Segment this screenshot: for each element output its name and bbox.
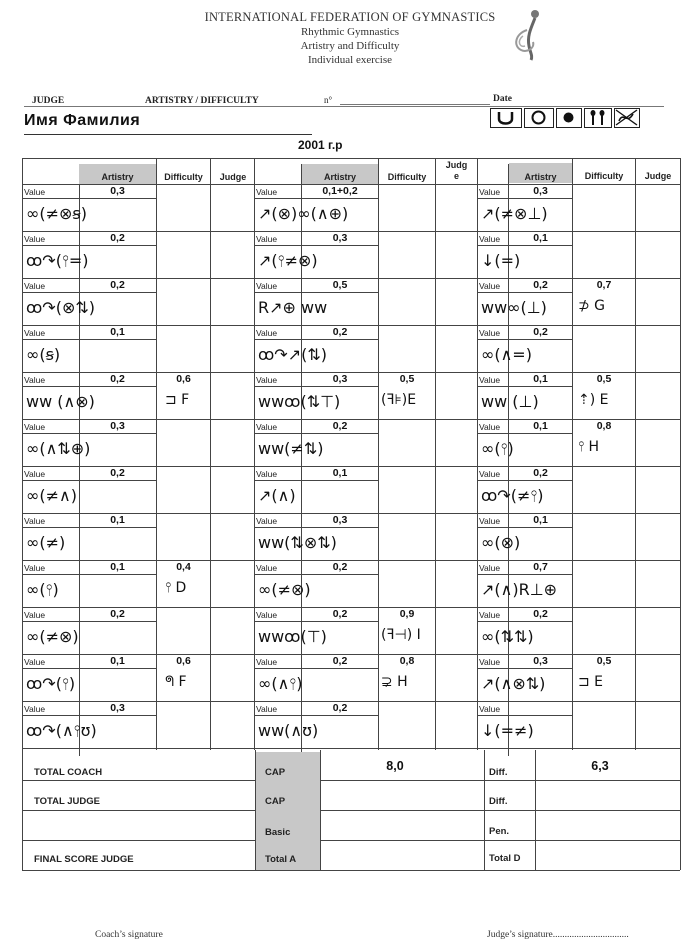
element-symbol: wwꝏ(⇅⊤) bbox=[258, 392, 341, 411]
element-symbol: ∞(≠⊗ꞩ) bbox=[26, 204, 87, 223]
grid-value-line bbox=[22, 339, 156, 340]
birth-year[interactable]: 2001 г.р bbox=[298, 138, 343, 152]
element-symbol: ∞(⇅⇅) bbox=[481, 627, 534, 646]
value-label: Value bbox=[24, 469, 46, 479]
value-label: Value bbox=[256, 234, 278, 244]
difficulty-value[interactable]: 0,8 bbox=[596, 420, 612, 432]
element-symbol: ꝏ↷(⊗⇅) bbox=[26, 298, 95, 317]
totals-vertical-line bbox=[680, 750, 681, 870]
value-label: Value bbox=[479, 469, 501, 479]
value-label: Value bbox=[479, 610, 501, 620]
artistry-value[interactable]: 0,3 bbox=[332, 232, 348, 244]
judge-signature-label: Judge’s signature................................ bbox=[487, 930, 629, 940]
grid-value-line bbox=[254, 527, 378, 528]
grid-value-line bbox=[22, 715, 156, 716]
value-label: Value bbox=[256, 469, 278, 479]
value-label: Value bbox=[479, 281, 501, 291]
difficulty-value[interactable]: 0,7 bbox=[596, 279, 612, 291]
difficulty-value[interactable]: 0,5 bbox=[596, 373, 612, 385]
element-symbol: ↗(∧)R⊥⊕ bbox=[481, 580, 558, 599]
grid-value-line bbox=[22, 621, 156, 622]
grid-value-line bbox=[477, 574, 572, 575]
value-label: Value bbox=[256, 516, 278, 526]
element-symbol: ∞(∧⇅⊕) bbox=[26, 439, 91, 458]
artistry-value[interactable]: 0,2 bbox=[110, 279, 125, 291]
value-label: Value bbox=[256, 328, 278, 338]
value-label: Value bbox=[479, 375, 501, 385]
element-symbol: ∞(ꞩ) bbox=[26, 345, 61, 364]
artistry-value[interactable]: 0,5 bbox=[332, 279, 348, 291]
grid-vertical-line bbox=[635, 158, 636, 750]
difficulty-value[interactable]: 0,6 bbox=[176, 655, 191, 667]
element-symbol: ↗(≠⊗⊥) bbox=[481, 204, 548, 223]
grid-vertical-line bbox=[435, 158, 436, 750]
artistry-value[interactable]: 0,2 bbox=[533, 467, 548, 479]
date-label: Date bbox=[493, 94, 512, 104]
value-label: Value bbox=[479, 422, 501, 432]
grid-value-line bbox=[254, 198, 378, 199]
ball-icon[interactable] bbox=[556, 108, 582, 128]
value-label: Value bbox=[24, 610, 46, 620]
value-label: Value bbox=[24, 328, 46, 338]
grid-value-line bbox=[22, 386, 156, 387]
grid-vertical-line bbox=[254, 158, 255, 750]
grid-top-line bbox=[22, 158, 680, 159]
element-symbol: ↗(∧) bbox=[258, 486, 296, 505]
element-symbol: ww (∧⊗) bbox=[26, 392, 95, 411]
artistry-value[interactable]: 0,2 bbox=[332, 326, 348, 338]
grid-value-line bbox=[22, 668, 156, 669]
difficulty-symbol: ⫯ H bbox=[578, 439, 600, 455]
col1-artistry-header: Artistry bbox=[101, 172, 134, 182]
difficulty-symbol: ⊐ F bbox=[165, 392, 190, 408]
difficulty-value[interactable]: 0,8 bbox=[399, 655, 415, 667]
artistry-value[interactable]: 0,2 bbox=[533, 279, 548, 291]
element-symbol: ∞(≠∧) bbox=[26, 486, 77, 505]
artistry-value[interactable]: 0,1 bbox=[332, 467, 348, 479]
cap-judge-label: CAP bbox=[265, 796, 286, 807]
value-label: Value bbox=[24, 704, 46, 714]
penalty-label: Pen. bbox=[489, 826, 510, 837]
grid-value-line bbox=[254, 386, 378, 387]
col1-difficulty-header: Difficulty bbox=[164, 172, 203, 182]
cap-value[interactable]: 8,0 bbox=[386, 759, 404, 773]
element-symbol: ∞(≠⊗) bbox=[258, 580, 311, 599]
artistry-value[interactable]: 0,3 bbox=[533, 655, 548, 667]
grid-value-line bbox=[22, 245, 156, 246]
difficulty-symbol: ⫯ D bbox=[165, 580, 187, 596]
difficulty-symbol: (ꟻ⊧)E bbox=[381, 392, 417, 408]
element-symbol: ww (⊥) bbox=[481, 392, 539, 411]
totals-row-line bbox=[22, 840, 680, 841]
judge-label: JUDGE bbox=[32, 96, 65, 106]
coach-signature-label: Coach’s signature bbox=[95, 930, 163, 940]
artistry-value[interactable]: 0,2 bbox=[332, 420, 348, 432]
artistry-value[interactable]: 0,2 bbox=[533, 608, 548, 620]
element-symbol: ww(≠⇅) bbox=[258, 439, 324, 458]
grid-value-line bbox=[477, 621, 572, 622]
difficulty-symbol: ⊐ E bbox=[578, 674, 604, 690]
difficulty-value[interactable]: 0,9 bbox=[399, 608, 415, 620]
grid-vertical-line bbox=[477, 158, 478, 750]
element-symbol: ∞(⫯) bbox=[26, 580, 59, 599]
value-label: Value bbox=[256, 422, 278, 432]
artistry-value[interactable]: 0,2 bbox=[110, 373, 125, 385]
value-label: Value bbox=[479, 187, 501, 197]
final-score-judge-label: FINAL SCORE JUDGE bbox=[34, 854, 134, 865]
artistry-value[interactable]: 0,1 bbox=[110, 326, 125, 338]
difficulty-value[interactable]: 0,6 bbox=[176, 373, 191, 385]
grid-value-line bbox=[254, 480, 378, 481]
element-symbol: ∞(≠) bbox=[26, 533, 66, 552]
artistry-value[interactable]: 0,2 bbox=[332, 608, 348, 620]
difficulty-symbol: ⊋ H bbox=[381, 674, 408, 690]
value-label: Value bbox=[479, 657, 501, 667]
value-label: Value bbox=[24, 422, 46, 432]
col2-difficulty-header: Difficulty bbox=[387, 172, 427, 182]
grid-value-line bbox=[254, 574, 378, 575]
value-label: Value bbox=[479, 516, 501, 526]
totals-row-line bbox=[22, 780, 680, 781]
grid-value-line bbox=[477, 386, 572, 387]
totals-bottom-line bbox=[22, 870, 680, 871]
diff-value[interactable]: 6,3 bbox=[591, 759, 609, 773]
element-symbol: ↗(∧⊗⇅) bbox=[481, 674, 546, 693]
element-symbol: ↓(=) bbox=[481, 251, 521, 270]
name-underline bbox=[24, 134, 312, 135]
element-symbol: ꝏ↷(⫯) bbox=[26, 674, 76, 693]
rope-icon[interactable] bbox=[490, 108, 522, 128]
total-coach-label: TOTAL COACH bbox=[34, 767, 103, 778]
artistry-value[interactable]: 0,7 bbox=[533, 561, 548, 573]
element-symbol: R↗⊕ ww bbox=[258, 298, 328, 317]
grid-value-line bbox=[254, 621, 378, 622]
artistry-value[interactable]: 0,3 bbox=[110, 420, 125, 432]
grid-value-line bbox=[477, 527, 572, 528]
number-label: n° bbox=[324, 95, 333, 105]
element-symbol: ww∞(⊥) bbox=[481, 298, 547, 317]
value-label: Value bbox=[24, 516, 46, 526]
value-label: Value bbox=[479, 704, 501, 714]
value-label: Value bbox=[479, 328, 501, 338]
diff-label: Diff. bbox=[489, 767, 508, 778]
grid-value-line bbox=[254, 433, 378, 434]
grid-vertical-line bbox=[680, 158, 681, 750]
cap-label: CAP bbox=[265, 767, 286, 778]
artistry-value[interactable]: 0,1 bbox=[110, 561, 125, 573]
artistry-difficulty-label: ARTISTRY / DIFFICULTY bbox=[145, 96, 259, 106]
grid-value-line bbox=[22, 198, 156, 199]
artistry-value[interactable]: 0,1 bbox=[533, 373, 548, 385]
artistry-value[interactable]: 0,3 bbox=[533, 185, 548, 197]
value-label: Value bbox=[256, 610, 278, 620]
artistry-value[interactable]: 0,3 bbox=[110, 702, 125, 714]
col3-judge-header: Judge bbox=[644, 171, 672, 181]
totals-row-line bbox=[22, 810, 680, 811]
total-judge-label: TOTAL JUDGE bbox=[34, 796, 100, 807]
col2-artistry-header: Artistry bbox=[323, 172, 356, 182]
artistry-value[interactable]: 0,1 bbox=[533, 420, 548, 432]
total-d-label: Total D bbox=[489, 853, 521, 864]
value-label: Value bbox=[24, 281, 46, 291]
artistry-value[interactable]: 0,1 bbox=[110, 514, 125, 526]
artistry-value[interactable]: 0,2 bbox=[110, 232, 125, 244]
value-label: Value bbox=[256, 187, 278, 197]
element-symbol: ↗(⊗)∞(∧⊕) bbox=[258, 204, 349, 223]
element-symbol: ꝏ↷(⫯=) bbox=[26, 251, 89, 270]
grid-value-line bbox=[477, 198, 572, 199]
organization-title: INTERNATIONAL FEDERATION OF GYMNASTICS bbox=[204, 10, 496, 24]
diff-judge-label: Diff. bbox=[489, 796, 508, 807]
value-label: Value bbox=[24, 234, 46, 244]
element-symbol: ∞(∧=) bbox=[481, 345, 532, 364]
difficulty-value[interactable]: 0,5 bbox=[596, 655, 612, 667]
col2-judge-header-line1: Judg bbox=[445, 160, 468, 170]
grid-value-line bbox=[22, 527, 156, 528]
element-symbol: ww(⇅⊗⇅) bbox=[258, 533, 337, 552]
discipline-line: Rhythmic Gymnastics bbox=[300, 26, 400, 38]
artistry-value[interactable]: 0,1 bbox=[533, 514, 548, 526]
difficulty-value[interactable]: 0,4 bbox=[176, 561, 191, 573]
value-label: Value bbox=[479, 234, 501, 244]
gymnast-logo-icon bbox=[505, 6, 547, 62]
element-symbol: ∞(⊗) bbox=[481, 533, 521, 552]
grid-row-line bbox=[22, 748, 680, 749]
grid-value-line bbox=[22, 433, 156, 434]
element-symbol: ꝏ↷(∧⫯ʊ) bbox=[26, 721, 97, 740]
grid-value-line bbox=[254, 292, 378, 293]
hoop-icon[interactable] bbox=[524, 108, 554, 128]
grid-value-line bbox=[254, 339, 378, 340]
difficulty-symbol: ᖗ F bbox=[165, 674, 187, 690]
difficulty-symbol: (ꟻ⊣) I bbox=[381, 627, 421, 643]
element-symbol: wwꝏ(⊤) bbox=[258, 627, 327, 646]
element-symbol: ꝏ↷↗(⇅) bbox=[258, 345, 327, 364]
col3-difficulty-header: Difficulty bbox=[584, 171, 624, 181]
value-label: Value bbox=[256, 563, 278, 573]
grid-value-line bbox=[477, 715, 572, 716]
grid-vertical-line bbox=[22, 158, 23, 750]
grid-value-line bbox=[477, 339, 572, 340]
section-line: Artistry and Difficulty bbox=[300, 40, 400, 52]
col3-artistry-header: Artistry bbox=[524, 172, 557, 182]
artistry-value[interactable]: 0,2 bbox=[332, 702, 348, 714]
artistry-value[interactable]: 0,3 bbox=[110, 185, 125, 197]
element-symbol: ww(∧ʊ) bbox=[258, 721, 319, 740]
grid-value-line bbox=[22, 480, 156, 481]
difficulty-value[interactable]: 0,5 bbox=[399, 373, 415, 385]
value-label: Value bbox=[24, 657, 46, 667]
value-label: Value bbox=[479, 563, 501, 573]
artistry-value[interactable]: 0,3 bbox=[332, 514, 348, 526]
value-label: Value bbox=[256, 281, 278, 291]
artistry-value[interactable]: 0,2 bbox=[332, 561, 348, 573]
value-label: Value bbox=[256, 375, 278, 385]
number-underline bbox=[340, 104, 490, 105]
value-label: Value bbox=[24, 187, 46, 197]
header-rule bbox=[24, 106, 664, 107]
col1-judge-header: Judge bbox=[219, 172, 247, 182]
basic-label: Basic bbox=[265, 827, 291, 838]
artistry-value[interactable]: 0,1 bbox=[533, 232, 548, 244]
grid-value-line bbox=[22, 574, 156, 575]
grid-value-line bbox=[477, 668, 572, 669]
element-symbol: ↗(⫯≠⊗) bbox=[258, 251, 318, 270]
grid-vertical-line bbox=[210, 158, 211, 750]
artistry-value[interactable]: 0,1+0,2 bbox=[322, 185, 358, 197]
grid-value-line bbox=[254, 668, 378, 669]
grid-value-line bbox=[254, 245, 378, 246]
col2-judge-header-line2: e bbox=[453, 171, 459, 181]
artistry-value[interactable]: 0,1 bbox=[110, 655, 125, 667]
grid-value-line bbox=[22, 292, 156, 293]
ribbon-crossed-icon[interactable] bbox=[614, 108, 640, 128]
element-symbol: ↓(=≠) bbox=[481, 721, 534, 740]
exercise-type-line: Individual exercise bbox=[308, 54, 392, 66]
grid-value-line bbox=[477, 245, 572, 246]
value-label: Value bbox=[24, 375, 46, 385]
element-symbol: ∞(∧⫯) bbox=[258, 674, 303, 693]
clubs-icon[interactable] bbox=[584, 108, 612, 128]
element-symbol: ∞(⫯) bbox=[481, 439, 514, 458]
artistry-value[interactable]: 0,2 bbox=[533, 326, 548, 338]
difficulty-symbol: ⊅ G bbox=[578, 298, 606, 314]
value-label: Value bbox=[256, 657, 278, 667]
total-a-label: Total A bbox=[265, 854, 297, 865]
artistry-value[interactable]: 0,2 bbox=[110, 467, 125, 479]
artistry-value[interactable]: 0,3 bbox=[332, 373, 348, 385]
artistry-value[interactable]: 0,2 bbox=[332, 655, 348, 667]
grid-value-line bbox=[477, 433, 572, 434]
difficulty-symbol: ⇡) E bbox=[578, 392, 609, 408]
grid-value-line bbox=[254, 715, 378, 716]
element-symbol: ꝏ↷(≠⫯) bbox=[481, 486, 544, 505]
value-label: Value bbox=[24, 563, 46, 573]
value-label: Value bbox=[256, 704, 278, 714]
gymnast-name[interactable]: Имя Фамилия bbox=[24, 112, 141, 129]
grid-value-line bbox=[477, 480, 572, 481]
grid-value-line bbox=[477, 292, 572, 293]
artistry-value[interactable]: 0,2 bbox=[110, 608, 125, 620]
element-symbol: ∞(≠⊗) bbox=[26, 627, 79, 646]
